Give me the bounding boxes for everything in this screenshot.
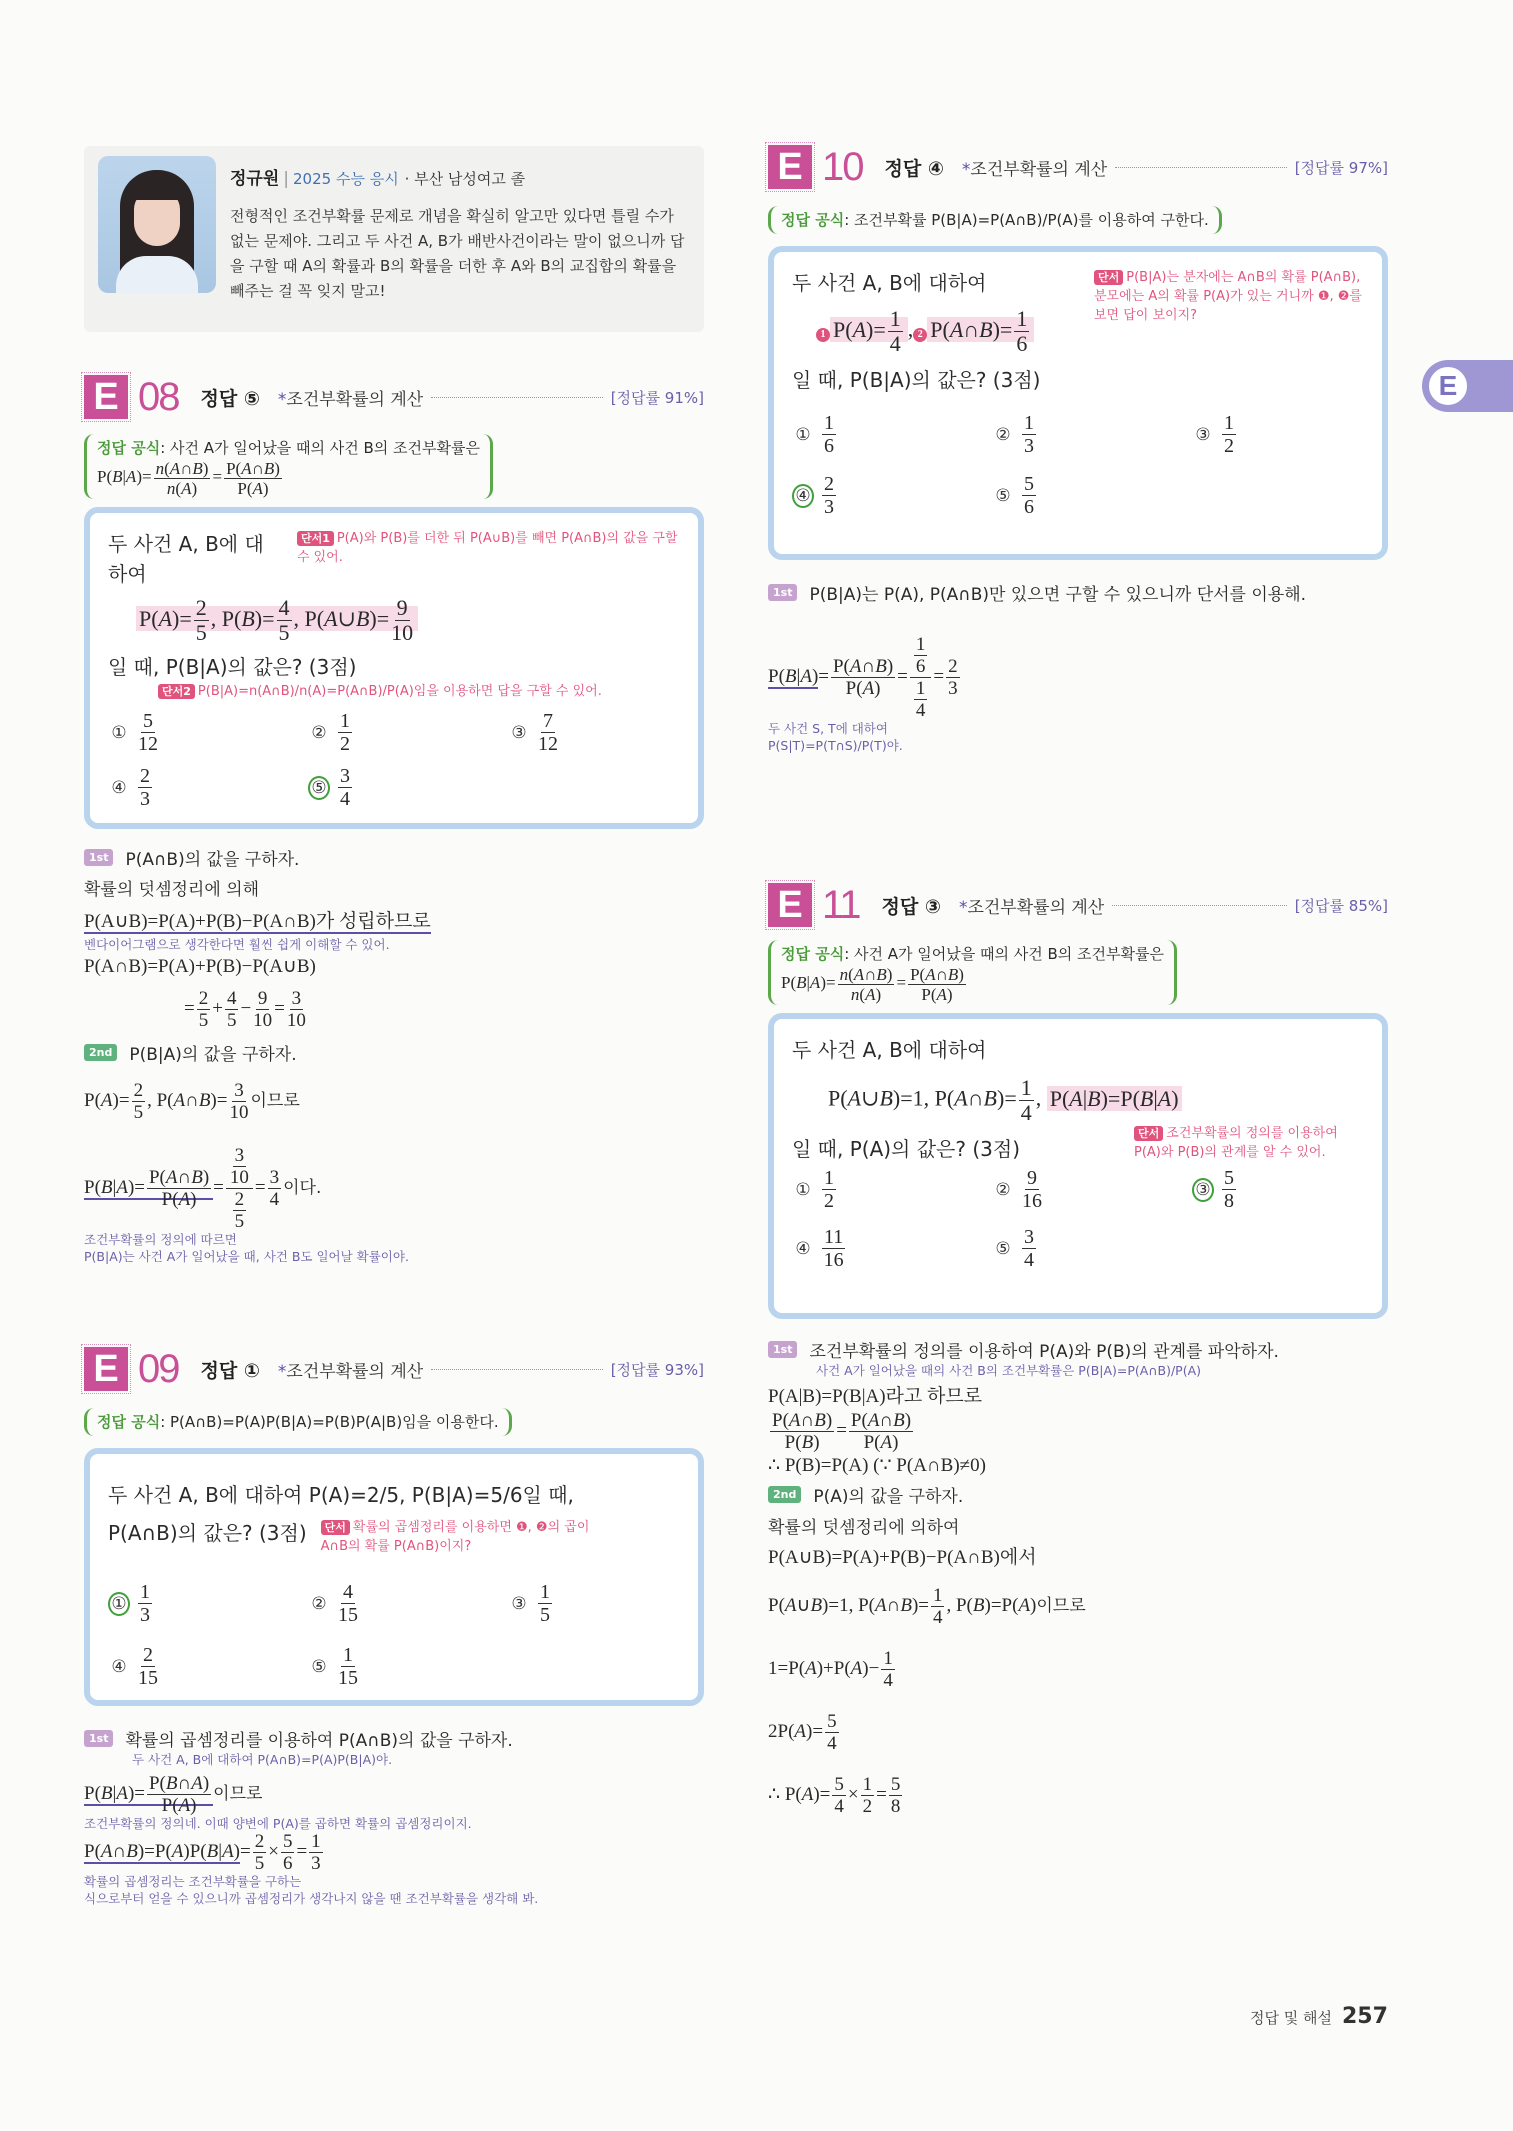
answer-label: 정답 ⑤ <box>200 387 260 410</box>
choice-4[interactable]: ④ $\frac{11}{16}$ <box>795 1226 844 1271</box>
solution-line: ∴ P(B)=P(A) (∵ P(A∩B)≠0) <box>768 1455 986 1476</box>
solution-note: 확률의 곱셈정리는 조건부확률을 구하는 <box>84 1874 302 1889</box>
question-box <box>768 246 1388 560</box>
topic: *조건부확률의 계산 <box>961 159 1108 180</box>
solution-line: P(A∩B)=P(A)+P(B)−P(A∪B) <box>84 956 316 977</box>
problem-e10 <box>768 142 1388 754</box>
choice-3[interactable]: ③ $\frac{1}{5}$ <box>511 1581 550 1626</box>
solution-line: P(A|B)=P(B|A)라고 하므로 <box>768 1386 983 1407</box>
solution-line: ∴ P(A)= $\frac{5}{4}$ × $\frac{1}{2}$ = $\frac{5}{8}$ <box>768 1774 901 1817</box>
step-1: 1st 확률의 곱셈정리를 이용하여 P(A∩B)의 값을 구하자. <box>84 1726 704 1751</box>
answer-label: 정답 ③ <box>881 895 941 918</box>
solution-line: 1=P(A)+P(A)− $\frac{1}{4}$ <box>768 1648 893 1691</box>
problem-number: 10 <box>822 144 863 189</box>
given-values: 1 P(A)= $\frac{1}{4}$ , 2 P(A∩B)= $\frac{1}{6}$ <box>816 308 1034 355</box>
solution-line: = $\frac{2}{5}$ + $\frac{4}{5}$ − $\frac{9}{10}$ = $\frac{3}{10}$ <box>184 988 306 1031</box>
page-footer <box>1250 2004 1388 2029</box>
choice-1[interactable]: ① $\frac{1}{6}$ <box>795 412 834 457</box>
question-box <box>768 1013 1388 1319</box>
problem-number: 11 <box>822 882 860 927</box>
choice-2[interactable]: ② $\frac{4}{15}$ <box>311 1581 358 1626</box>
step-1: 1st 조건부확률의 정의를 이용하여 P(A)와 P(B)의 관계를 파악하자. <box>768 1337 1388 1362</box>
answer-choices <box>792 1168 1364 1270</box>
answer-choices <box>108 711 680 809</box>
section-badge: E <box>84 1347 128 1391</box>
choice-5[interactable]: ⑤ $\frac{5}{6}$ <box>995 473 1034 518</box>
section-badge: E <box>768 145 812 189</box>
problem-header <box>84 372 704 422</box>
problem-number: 08 <box>138 374 179 419</box>
problem-e09 <box>84 1344 704 1907</box>
hint-1: 단서1 P(A)와 P(B)를 더한 뒤 P(A∪B)를 빼면 P(A∩B)의 값을 구할 수 있어. <box>296 531 678 565</box>
section-badge: E <box>768 883 812 927</box>
correct-rate: [정답률 93%] <box>610 1360 704 1379</box>
solution-note: 조건부확률의 정의에 따르면 <box>84 1232 237 1247</box>
leader-dots <box>1115 167 1287 168</box>
solution <box>768 1337 1388 1816</box>
choice-5[interactable]: ⑤ $\frac{1}{15}$ <box>311 1644 358 1689</box>
choice-4-correct[interactable]: ④ $\frac{2}{3}$ <box>792 474 992 517</box>
problem-header <box>768 880 1388 930</box>
topic: *조건부확률의 계산 <box>277 389 424 410</box>
reviewer-photo <box>98 156 216 293</box>
problem-number: 09 <box>138 1346 179 1391</box>
problem-header <box>768 142 1388 192</box>
question-line-1: 두 사건 A, B에 대하여 P(A)=2/5, P(B|A)=5/6일 때, <box>108 1483 574 1507</box>
correct-rate: [정답률 85%] <box>1294 896 1388 915</box>
question-box <box>84 1448 704 1706</box>
answer-label: 정답 ① <box>200 1359 260 1382</box>
chapter-letter-icon: E <box>1426 364 1470 408</box>
answer-label: 정답 ④ <box>884 157 944 180</box>
choice-1[interactable]: ① $\frac{5}{12}$ <box>111 710 158 755</box>
solution-note: 두 사건 A, B에 대하여 P(A∩B)=P(A)P(B|A)야. <box>132 1752 393 1767</box>
question-ask: 일 때, P(B|A)의 값은? (3점) <box>108 655 357 679</box>
reviewer-comment: 전형적인 조건부확률 문제로 개념을 확실히 알고만 있다면 틀릴 수가 없는 문제야. 그리고 두 사건 A, B가 배반사건이라는 말이 없으니까 답을 구할 때 A의 확률과 B의 확률을 더한 후 A와 B의 교집합의 확률을 빼주는 걸 꼭 잊지 말고! <box>230 207 685 300</box>
choice-4[interactable]: ④ $\frac{2}{15}$ <box>111 1644 158 1689</box>
footer-label: 정답 및 해설 <box>1250 2009 1332 2027</box>
solution-note: 벤다이어그램으로 생각한다면 훨씬 쉽게 이해할 수 있어. <box>84 937 390 952</box>
solution-note: 조건부확률의 정의네. 이때 양변에 P(A)를 곱하면 확률의 곱셈정리이지. <box>84 1816 472 1831</box>
hint: 단서 조건부확률의 정의를 이용하여 P(A)와 P(B)의 관계를 알 수 있어. <box>1134 1126 1338 1160</box>
solution-line: 확률의 덧셈정리에 의하여 <box>768 1518 960 1538</box>
step-1: 1st P(A∩B)의 값을 구하자. <box>84 845 704 870</box>
solution-note: P(B|A)는 사건 A가 일어났을 때, 사건 B도 일어날 확률이야. <box>84 1249 409 1264</box>
topic: *조건부확률의 계산 <box>958 897 1105 918</box>
solution-line: P(B|A)= $\frac{P(B\cap A)}{P(A)}$ 이므로 <box>84 1773 263 1816</box>
choice-1[interactable]: ① $\frac{1}{2}$ <box>795 1167 834 1212</box>
answer-choices <box>108 1582 680 1688</box>
question-ask: 일 때, P(A)의 값은? (3점) <box>792 1137 1020 1161</box>
solution-note: P(S|T)=P(T∩S)/P(T)야. <box>768 738 903 753</box>
leader-dots <box>431 397 603 398</box>
choice-2[interactable]: ② $\frac{9}{16}$ <box>995 1167 1042 1212</box>
section-badge: E <box>84 375 128 419</box>
leader-dots <box>1112 905 1286 906</box>
hint: 단서 P(B|A)는 분자에는 A∩B의 확률 P(A∩B), 분모에는 A의 확률 P(A)가 있는 거니까 ❶, ❷를 보면 답이 보이지? <box>1094 270 1362 323</box>
solution-line: P(B|A)= $\frac{P(A\cap B)}{P(A)}$ = $\frac{\frac{3}{10}}{\frac{2}{5}}$ = $\frac{3}{4}$ 이다. <box>84 1145 322 1232</box>
choice-1-correct[interactable]: ① $\frac{1}{3}$ <box>108 1582 308 1625</box>
choice-3[interactable]: ③ $\frac{1}{2}$ <box>1195 412 1234 457</box>
star-icon: * <box>958 897 968 918</box>
question-line-2: P(A∩B)의 값은? (3점) <box>108 1521 307 1545</box>
problem-header <box>84 1344 704 1394</box>
page-number: 257 <box>1342 2004 1388 2029</box>
solution-line: P(A)= $\frac{2}{5}$ , P(A∩B)= $\frac{3}{10}$ 이므로 <box>84 1080 300 1123</box>
choice-5[interactable]: ⑤ $\frac{3}{4}$ <box>995 1226 1034 1271</box>
hint: 단서 확률의 곱셈정리를 이용하면 ❶, ❷의 곱이 A∩B의 확률 P(A∩B)이지? <box>320 1520 590 1554</box>
correct-rate: [정답률 91%] <box>610 388 704 407</box>
answer-formula: 정답 공식: 사건 A가 일어났을 때의 사건 B의 조건부확률은 P(B|A)= $\frac{n(A\cap B)}{n(A)}$ = $\frac{P(A\cap B)}{P(A)}$ <box>84 434 493 499</box>
star-icon: * <box>277 1361 287 1382</box>
question-box <box>84 507 704 829</box>
solution-note: 두 사건 S, T에 대하여 <box>768 721 888 736</box>
choice-3-correct[interactable]: ③ $\frac{5}{8}$ <box>1192 1168 1392 1211</box>
problem-e11 <box>768 880 1388 1816</box>
choice-3[interactable]: ③ $\frac{7}{12}$ <box>511 710 558 755</box>
reviewer-name: 정규원 <box>230 169 280 189</box>
choice-2[interactable]: ② $\frac{1}{2}$ <box>311 710 350 755</box>
question-intro: 두 사건 A, B에 대하여 <box>792 1038 987 1062</box>
choice-5-correct[interactable]: ⑤ $\frac{3}{4}$ <box>308 766 508 809</box>
reviewer-school: · 부산 남성여고 졸 <box>404 170 526 188</box>
solution <box>84 1726 704 1907</box>
choice-4[interactable]: ④ $\frac{2}{3}$ <box>111 765 150 810</box>
leader-dots <box>431 1369 603 1370</box>
star-icon: * <box>277 389 287 410</box>
topic: *조건부확률의 계산 <box>277 1361 424 1382</box>
question-intro: 두 사건 A, B에 대하여 <box>108 532 264 586</box>
hint-2: 단서2 P(B|A)=n(A∩B)/n(A)=P(A∩B)/P(A)임을 이용하면 답을 구할 수 있어. <box>158 682 680 701</box>
solution-note: 사건 A가 일어났을 때의 사건 B의 조건부확률은 P(B|A)=P(A∩B)/P(A) <box>816 1363 1202 1378</box>
correct-rate: [정답률 97%] <box>1294 158 1388 177</box>
step-2: 2nd P(A)의 값을 구하자. <box>768 1482 1388 1507</box>
star-icon: * <box>961 159 971 180</box>
solution <box>84 845 704 1265</box>
solution-line: 확률의 덧셈정리에 의해 <box>84 880 260 900</box>
question-intro: 두 사건 A, B에 대하여 <box>792 271 987 295</box>
step-1: 1st P(B|A)는 P(A), P(A∩B)만 있으면 구할 수 있으니까 단서를 이용해. <box>768 580 1388 605</box>
answer-choices <box>792 413 1364 517</box>
solution-line: $\frac{P(A\cap B)}{P(B)}$ = $\frac{P(A\cap B)}{P(A)}$ <box>772 1410 912 1453</box>
solution-line: P(A∪B)=1, P(A∩B)= $\frac{1}{4}$ , P(B)=P(A)이므로 <box>768 1585 1086 1628</box>
answer-formula: 정답 공식: P(A∩B)=P(A)P(B|A)=P(B)P(A|B)임을 이용한다. <box>84 1408 512 1436</box>
answer-formula: 정답 공식: 사건 A가 일어났을 때의 사건 B의 조건부확률은 P(B|A)= $\frac{n(A\cap B)}{n(A)}$ = $\frac{P(A\cap B)}{P(A)}$ <box>768 940 1177 1005</box>
solution-note: 식으로부터 얻을 수 있으니까 곱셈정리가 생각나지 않을 땐 조건부확률을 생각해 봐. <box>84 1891 539 1906</box>
step-2: 2nd P(B|A)의 값을 구하자. <box>84 1040 704 1065</box>
solution-line: P(B|A)= $\frac{P(A\cap B)}{P(A)}$ = $\frac{\frac{1}{6}}{\frac{1}{4}}$ = $\frac{2}{3}$ <box>768 634 958 721</box>
given-values: P(A)= $\frac{2}{5}$ , P(B)= $\frac{4}{5}$ , P(A∪B)= $\frac{9}{10}$ <box>136 597 680 644</box>
solution-line: 2P(A)= $\frac{5}{4}$ <box>768 1711 837 1754</box>
chapter-side-tab[interactable] <box>1422 360 1513 412</box>
question-ask: 일 때, P(B|A)의 값은? (3점) <box>792 368 1041 392</box>
answer-formula: 정답 공식: 조건부확률 P(B|A)=P(A∩B)/P(A)를 이용하여 구한다. <box>768 206 1222 234</box>
solution <box>768 580 1388 754</box>
solution-line: P(A∩B)=P(A)P(B|A)= $\frac{2}{5}$ × $\frac{5}{6}$ = $\frac{1}{3}$ <box>84 1831 321 1874</box>
reviewer-year: 2025 수능 응시 <box>293 170 399 188</box>
reviewer-header: 정규원 | 2025 수능 응시 · 부산 남성여고 졸 <box>230 169 526 189</box>
choice-2[interactable]: ② $\frac{1}{3}$ <box>995 412 1034 457</box>
given-values: P(A∪B)=1, P(A∩B)= $\frac{1}{4}$ , P(A|B)=P(B|A) <box>828 1077 1364 1124</box>
problem-e08 <box>84 372 704 1265</box>
solution-line: P(A∪B)=P(A)+P(B)−P(A∩B)가 성립하므로 <box>84 911 431 932</box>
solution-line: P(A∪B)=P(A)+P(B)−P(A∩B)에서 <box>768 1547 1037 1568</box>
reviewer-card <box>84 146 704 332</box>
